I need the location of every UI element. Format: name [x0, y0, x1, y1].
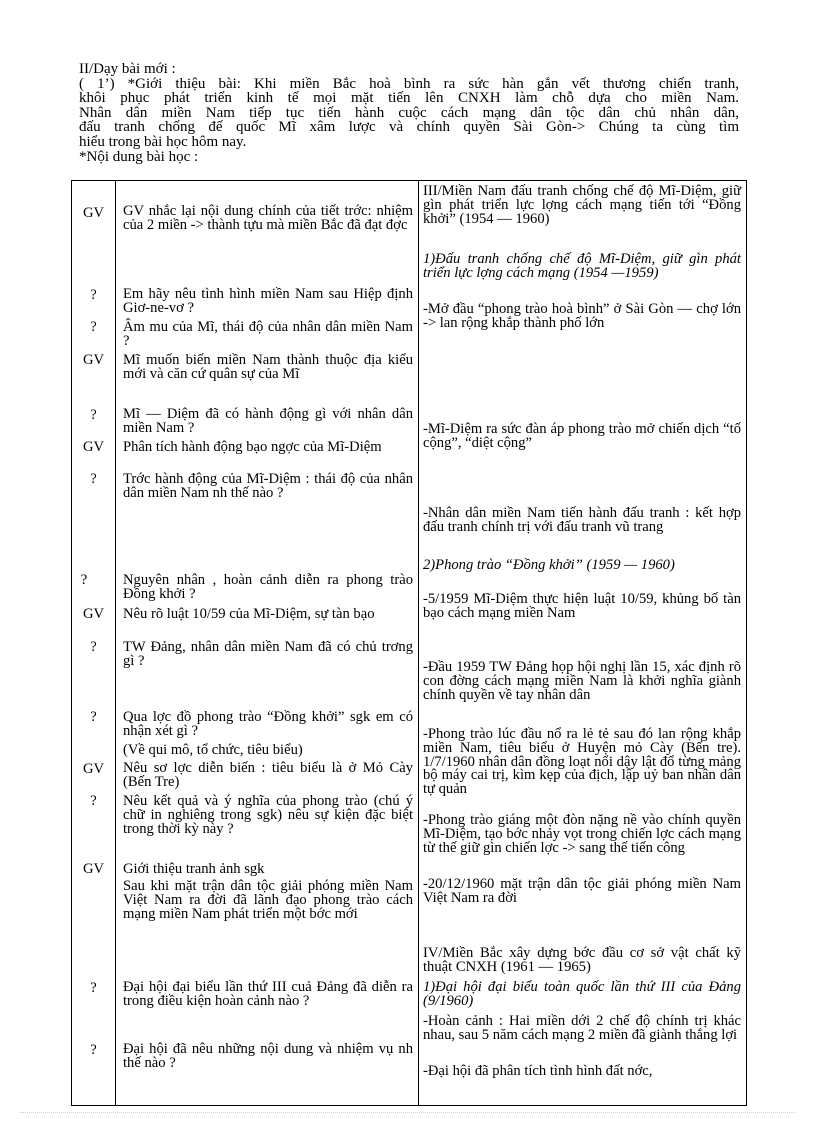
- intro-line: hiểu trong bài học hôm nay.: [79, 133, 247, 150]
- subsection-heading: 1)Đại hội đại biểu toàn quốc lần thứ III của Đảng (9/1960): [423, 979, 741, 1009]
- question-text: Giới thiệu tranh ảnh sgk: [123, 861, 265, 877]
- role-label: ?: [90, 287, 97, 303]
- intro-line: Nhân dân miền Nam tiếp tục tiến hành cuộc cách mạng dân tộc dân chủ nhân dân,: [79, 104, 739, 121]
- role-label: ?: [90, 980, 97, 996]
- role-label: GV: [82, 352, 105, 368]
- role-label: ?: [90, 793, 97, 809]
- role-label: ?: [90, 639, 97, 655]
- question-text: Trớc hành động của Mĩ-Diệm : thái độ của nhân dân miền Nam nh thế nào ?: [123, 471, 413, 501]
- role-label: GV: [82, 761, 105, 777]
- content-text: -5/1959 Mĩ-Diệm thực hiện luật 10/59, khủng bố tàn bạo cách mạng miền Nam: [423, 591, 741, 621]
- question-text: Mĩ — Diệm đã có hành động gì với nhân dân miền Nam ?: [123, 406, 413, 436]
- question-text: Đại hội đã nêu những nội dung và nhiệm vụ nh thế nào ?: [123, 1041, 413, 1071]
- role-column: [72, 181, 116, 1106]
- question-text: Qua lợc đồ phong trào “Đồng khởi” sgk em có nhận xét gì ?: [123, 709, 413, 739]
- role-label: GV: [82, 606, 105, 622]
- role-label: ?: [90, 319, 97, 335]
- intro-line: khôi phục phát triển kinh tế mọi mặt tiến lên CNXH làm chỗ dựa cho miền Nam.: [79, 90, 739, 107]
- content-text: -Nhân dân miền Nam tiến hành đấu tranh : kết hợp đấu tranh chính trị với đấu tranh vũ trang: [423, 505, 741, 535]
- content-text: -20/12/1960 mặt trận dân tộc giải phóng miền Nam Việt Nam ra đời: [423, 876, 741, 906]
- question-text: Phân tích hành động bạo ngợc của Mĩ-Diệm: [123, 439, 382, 455]
- question-text: TW Đảng, nhân dân miền Nam đã có chủ trơng gì ?: [123, 639, 413, 669]
- role-label: GV: [82, 439, 105, 455]
- question-text: Mĩ muốn biến miền Nam thành thuộc địa kiểu mới và căn cứ quân sự của Mĩ: [123, 352, 413, 382]
- intro-line: đấu tranh chống đế quốc Mĩ xâm lược và chính quyền Sài Gòn-> Chúng ta cùng tìm: [79, 119, 739, 136]
- content-text: -Hoàn cảnh : Hai miền dới 2 chế độ chính trị khác nhau, sau 5 năm cách mạng 2 miền đã giành thắng lợi: [423, 1013, 741, 1043]
- role-label: GV: [82, 205, 105, 221]
- content-text: -Mở đầu “phong trào hoà bình” ở Sài Gòn — chợ lớn -> lan rộng khắp thành phố lớn: [423, 301, 741, 331]
- content-text: -Phong trào giáng một đòn nặng nề vào chính quyền Mĩ-Diệm, tạo bớc nhảy vọt trong chiến lợc cách mạng từ thế giữ gìn chiến lợc -> sang thế tiến công: [423, 812, 741, 856]
- section-heading: IV/Miền Bắc xây dựng bớc đầu cơ sở vật chất kỹ thuật CNXH (1961 — 1965): [423, 945, 741, 975]
- question-text: Nêu kết quả và ý nghĩa của phong trào (chú ý chữ in nghiêng trong sgk) nêu sự kiện đặc biệt trong thời kỳ này ?: [123, 793, 413, 837]
- role-label: ?: [90, 407, 97, 423]
- question-text: Âm mu của Mĩ, thái độ của nhân dân miền Nam ?: [123, 319, 413, 349]
- intro-line: ( 1’) *Giới thiệu bài: Khi miền Bắc hoà bình ra sức hàn gắn vết thương chiến tranh,: [79, 75, 739, 92]
- question-column: [116, 181, 419, 1106]
- page-bottom-rule: [20, 1112, 796, 1113]
- content-text: -Phong trào lúc đầu nổ ra lẻ tẻ sau đó lan rộng khắp miền Nam, tiêu biểu ở Huyện mỏ Cày (Bến tre). 1/7/1960 nhân dân đồng loạt nổi dậy lật đổ từng mảng bộ máy cai trị, kìm kẹp của địch, lập uỷ ban nhân dân tự quản: [423, 726, 741, 798]
- content-text: -Đầu 1959 TW Đảng họp hội nghị lần 15, xác định rõ con đờng cách mạng miền Nam là khởi nghĩa giành chính quyền về tay nhân dân: [423, 659, 741, 703]
- question-text: (Về qui mô, tổ chức, tiêu biểu): [123, 742, 303, 758]
- content-text: -Mĩ-Diệm ra sức đàn áp phong trào mở chiến dịch “tố cộng”, “diệt cộng”: [423, 421, 741, 451]
- role-label: ?: [90, 471, 97, 487]
- question-text: Đại hội đại biểu lần thứ III cuả Đảng đã diễn ra trong điều kiện hoàn cảnh nào ?: [123, 979, 413, 1009]
- content-column: [419, 181, 747, 1106]
- lesson-heading: II/Dạy bài mới :: [79, 61, 176, 77]
- role-label: ?: [90, 709, 97, 725]
- question-text: GV nhắc lại nội dung chính của tiết trớc: nhiệm của 2 miền -> thành tựu mà miền Bắc đã đạt đợc: [123, 203, 413, 233]
- role-label: ?: [80, 572, 88, 588]
- content-text: -Đại hội đã phân tích tình hình đất nớc,: [423, 1063, 653, 1079]
- question-text: Em hãy nêu tình hình miền Nam sau Hiệp định Giơ-ne-vơ ?: [123, 286, 413, 316]
- section-heading: III/Miền Nam đấu tranh chống chế độ Mĩ-Diệm, giữ gìn phát triển lực lợng cách mạng tiến tới “Đồng khởi” (1954 — 1960): [423, 183, 741, 227]
- subsection-heading: 1)Đấu tranh chống chế độ Mĩ-Diệm, giữ gìn phát triển lực lợng cách mạng (1954 —1959): [423, 251, 741, 281]
- intro-section: [79, 62, 739, 164]
- question-text: Nguyên nhân , hoàn cảnh diễn ra phong trào Đồng khởi ?: [123, 572, 413, 602]
- role-label: ?: [90, 1042, 97, 1058]
- lesson-table: [71, 180, 747, 1106]
- role-label: GV: [82, 861, 105, 877]
- question-text: Nêu rõ luật 10/59 của Mĩ-Diệm, sự tàn bạo: [123, 606, 375, 622]
- question-text: Sau khi mặt trận dân tộc giải phóng miền Nam Việt Nam ra đời đã lãnh đạo phong trào cách mạng miền Nam phát triển một bớc mới: [123, 878, 413, 922]
- subsection-heading: 2)Phong trào “Đồng khởi” (1959 — 1960): [423, 557, 675, 573]
- content-heading: *Nội dung bài học :: [79, 148, 199, 165]
- question-text: Nêu sơ lợc diễn biến : tiêu biểu là ở Mỏ Cày (Bến Tre): [123, 760, 413, 790]
